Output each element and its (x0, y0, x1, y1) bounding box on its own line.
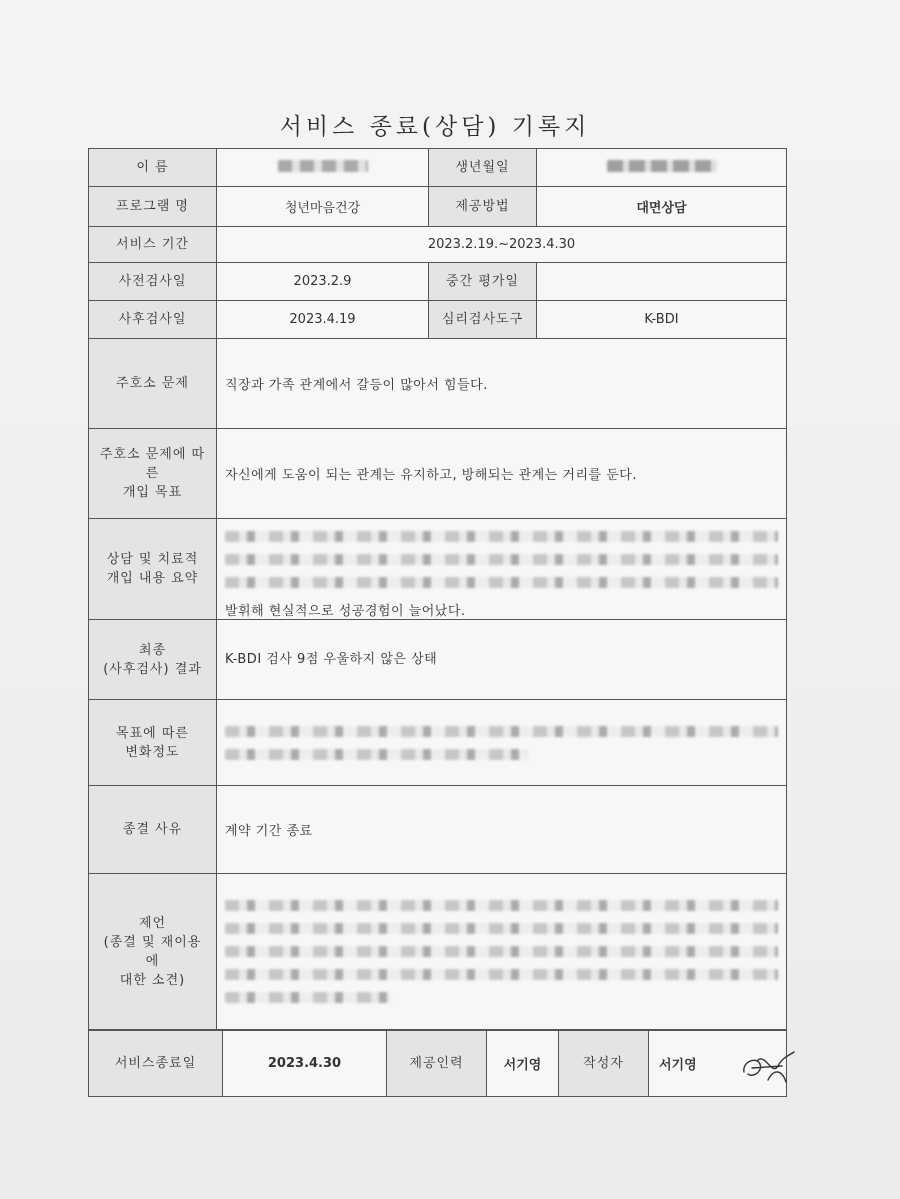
row-footer (89, 1031, 787, 1097)
signature-icon (738, 1046, 798, 1086)
program-label: 프로그램 명 (89, 187, 217, 227)
change-label (89, 700, 217, 786)
footer-table (88, 1030, 787, 1097)
row-result (89, 620, 787, 700)
name-label: 이 름 (89, 149, 217, 187)
goal-value: 자신에게 도움이 되는 관계는 유지하고, 방해되는 관계는 거리를 둔다. (217, 429, 787, 519)
summary-label (89, 519, 217, 620)
reason-value: 계약 기간 종료 (217, 786, 787, 874)
redacted-line (225, 726, 778, 737)
row-change (89, 700, 787, 786)
posttest-label: 사후검사일 (89, 301, 217, 339)
summary-value (217, 519, 787, 620)
goal-label-line1: 주호소 문제에 따른 (99, 447, 206, 481)
end-date-label: 서비스종료일 (89, 1031, 223, 1097)
redacted-line (225, 749, 529, 760)
redacted-line (225, 923, 778, 934)
redacted-line (225, 946, 778, 957)
period-label: 서비스 기간 (89, 227, 217, 263)
row-period (89, 227, 787, 263)
advice-label-line3: 대한 소견) (119, 972, 186, 988)
tool-label: 심리검사도구 (429, 301, 537, 339)
change-label-line1: 목표에 따른 (116, 725, 189, 741)
midterm-label: 중간 평가일 (429, 263, 537, 301)
birth-value-redacted (537, 149, 787, 187)
redacted-line (225, 900, 778, 911)
period-value: 2023.2.19.~2023.4.30 (217, 227, 787, 263)
redacted-line (225, 531, 778, 542)
goal-label-line2: 개입 목표 (122, 485, 183, 500)
pretest-value: 2023.2.9 (217, 263, 429, 301)
provider-value: 서기영 (487, 1031, 559, 1097)
row-summary (89, 519, 787, 620)
birth-label: 생년월일 (429, 149, 537, 187)
row-advice (89, 874, 787, 1030)
advice-value-redacted (217, 874, 787, 1030)
name-value-redacted (217, 149, 429, 187)
program-value: 청년마음건강 (217, 187, 429, 227)
redacted-line (225, 969, 778, 980)
row-program (89, 187, 787, 227)
complaint-value: 직장과 가족 관계에서 갈등이 많아서 힘들다. (217, 339, 787, 429)
row-pretest (89, 263, 787, 301)
row-goal (89, 429, 787, 519)
summary-label-line2: 개입 내용 요약 (106, 571, 199, 586)
advice-label (89, 874, 217, 1030)
result-label-line2: (사후검사) 결과 (103, 661, 202, 677)
tool-value: K-BDI (537, 301, 787, 339)
result-value: K-BDI 검사 9점 우울하지 않은 상태 (217, 620, 787, 700)
row-name (89, 149, 787, 187)
record-form-table (88, 148, 787, 1030)
redacted-line (225, 992, 391, 1003)
row-reason (89, 786, 787, 874)
redacted-line (225, 577, 778, 588)
end-date-value: 2023.4.30 (223, 1031, 387, 1097)
document-title: 서비스 종료(상담) 기록지 (279, 114, 591, 140)
pretest-label: 사전검사일 (89, 263, 217, 301)
result-label (89, 620, 217, 700)
method-value: 대면상담 (537, 187, 787, 227)
summary-visible-text: 발휘해 현실적으로 성공경험이 늘어났다. (225, 604, 466, 619)
midterm-value (537, 263, 787, 301)
redacted-line (225, 554, 778, 565)
advice-label-line1: 제언 (138, 915, 167, 931)
change-label-line2: 변화정도 (125, 744, 180, 760)
writer-label: 작성자 (559, 1031, 649, 1097)
reason-label: 종결 사유 (89, 786, 217, 874)
posttest-value: 2023.4.19 (217, 301, 429, 339)
summary-label-line1: 상담 및 치료적 (106, 552, 199, 567)
advice-label-line2: (종결 및 재이용에 (103, 934, 202, 969)
complaint-label: 주호소 문제 (89, 339, 217, 429)
goal-label (89, 429, 217, 519)
row-complaint (89, 339, 787, 429)
row-posttest (89, 301, 787, 339)
result-label-line1: 최종 (138, 642, 167, 658)
writer-value: 서기영 (649, 1031, 787, 1097)
provider-label: 제공인력 (387, 1031, 487, 1097)
method-label: 제공방법 (429, 187, 537, 227)
change-value-redacted (217, 700, 787, 786)
